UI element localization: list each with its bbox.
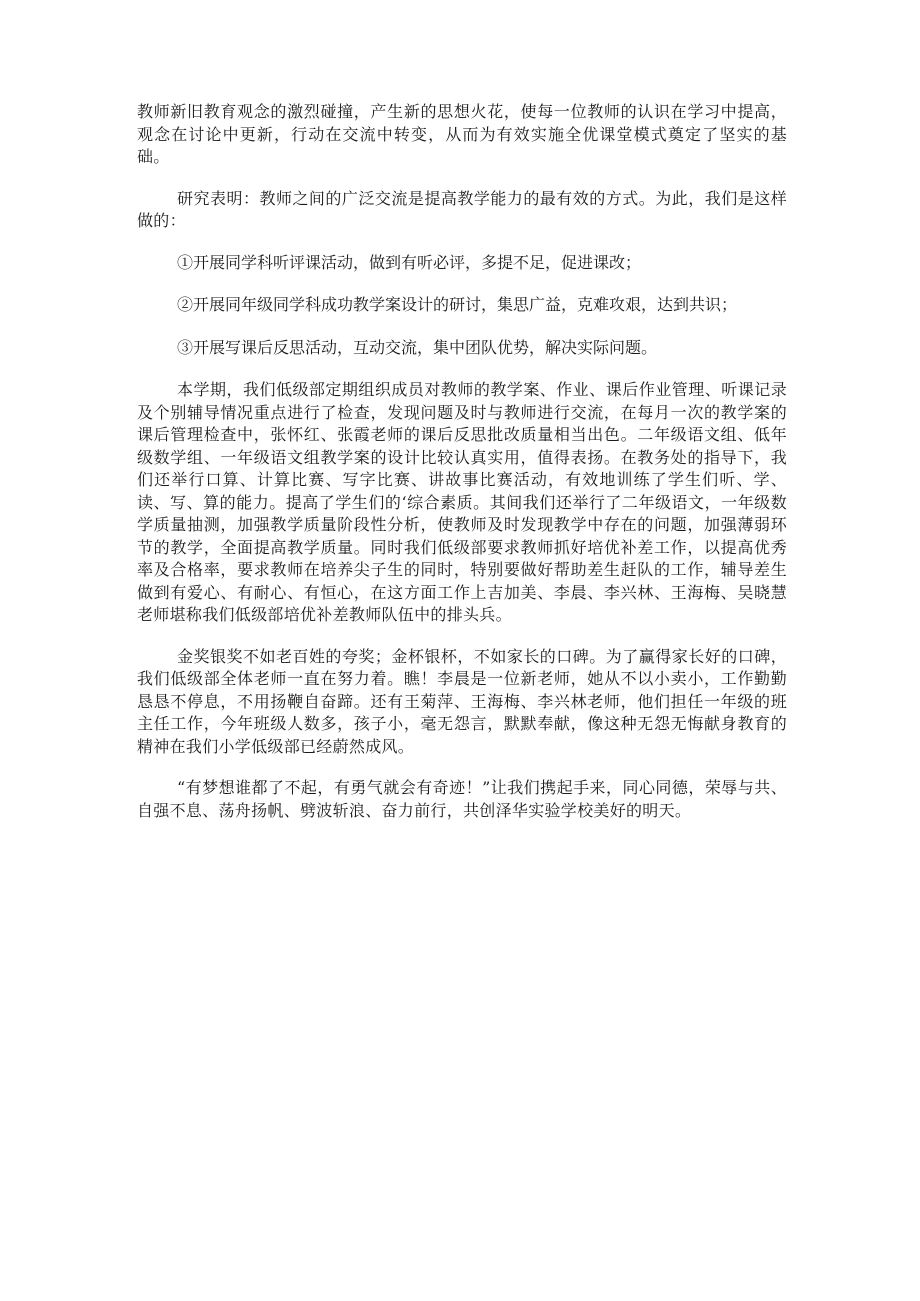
paragraph-semester-review: 本学期，我们低级部定期组织成员对教师的教学案、作业、课后作业管理、听课记录及个别辅导情况重点进行了检查，发现问题及时与教师进行交流，在每月一次的教学案的课后管理检查中，张怀红、张霞老师的课后反思批改质量相当出色。二年级语文组、低年级数学组、一年级语文组教学案的设计比较认真实用，值得表扬。在教务处的指导下，我们还举行口算、计算比赛、写字比赛、讲故事比赛活动，有效地训练了学生们听、学、读、写、算的能力。提高了学生们的‘综合素质。其间我们还举行了二年级语文，一年级数学质量抽测，加强教学质量阶段性分析，使教师及时发现教学中存在的问题，加强薄弱环节的教学，全面提高教学质量。同时我们低级部要求教师抓好培优补差工作，以提高优秀率及合格率，要求教师在培养尖子生的同时，特别要做好帮助差生赶队的工作，辅导差生做到有爱心、有耐心、有恒心，在这方面工作上吉加美、李晨、李兴林、王海梅、吴晓慧老师堪称我们低级部培优补差教师队伍中的排头兵。 [137,380,787,624]
list-item-2: ②开展同年级同学科成功教学案设计的研讨，集思广益，克难攻艰，达到共识； [177,295,738,314]
paragraph-research-findings: 研究表明：教师之间的广泛交流是提高教学能力的最有效的方式。为此，我们是这样做的： [137,188,787,230]
paragraph-parent-praise: 金奖银奖不如老百姓的夸奖；金杯银杯，不如家长的口碑。为了赢得家长好的口碑，我们低级部全体老师一直在努力着。瞧！李晨是一位新老师，她从不以小卖小，工作勤勤恳恳不停息，不用扬鞭自奋蹄。还有王菊萍、王海梅、李兴林老师，他们担任一年级的班主任工作，今年班级人数多，孩子小，毫无怨言，默默奉献，像这种无怨无悔献身教育的精神在我们小学低级部已经蔚然成风。 [137,646,787,756]
list-item-1: ①开展同学科听评课活动，做到有听必评，多提不足，促进课改； [177,252,642,272]
list-item-3: ③开展写课后反思活动，互动交流，集中团队优势，解决实际问题。 [177,337,658,357]
document-body [137,101,787,841]
paragraph-intro-continuation: 教师新旧教育观念的激烈碰撞，产生新的思想火花，使每一位教师的认识在学习中提高，观念在讨论中更新，行动在交流中转变，从而为有效实施全优课堂模式奠定了坚实的基础。 [137,102,787,166]
paragraph-closing: “有梦想谁都了不起，有勇气就会有奇迹！”让我们携起手来，同心同德，荣辱与共、自强不息、荡舟扬帆、劈波斩浪、奋力前行，共创泽华实验学校美好的明天。 [137,778,787,820]
